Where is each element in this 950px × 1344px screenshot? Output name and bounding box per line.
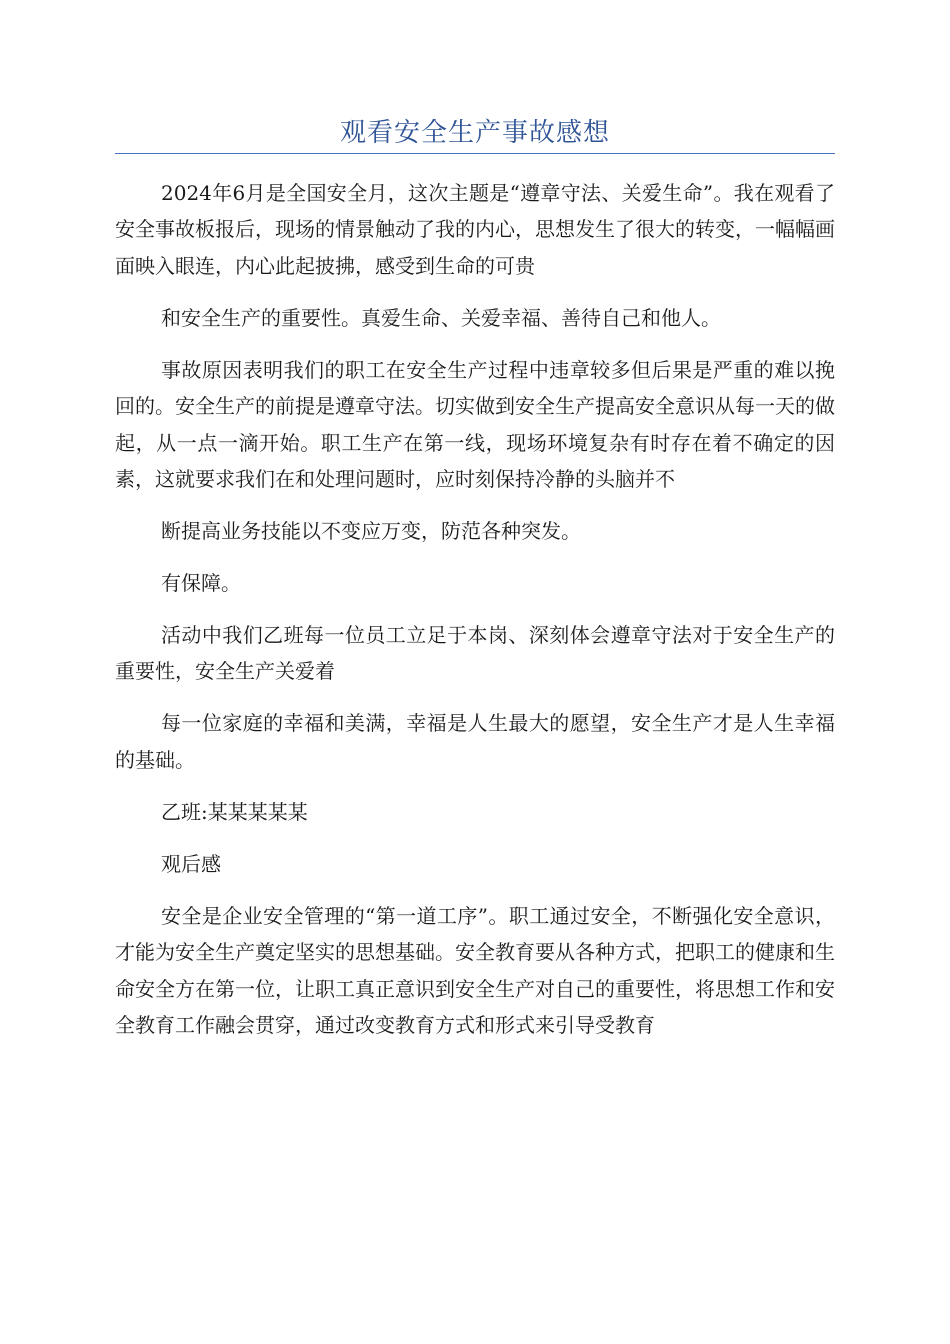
document-title: 观看安全生产事故感想	[339, 118, 610, 148]
paragraph-safety-month: 2024年6月是全国安全月，这次主题是“遵章守法、关爱生命”。我在观看了安全事故板报后，现场的情景触动了我的内心，思想发生了很大的转变，一幅幅画面映入眼连，内心此起披拂，感受到生命的可贵	[115, 181, 835, 278]
paragraph-accident-causes: 事故原因表明我们的职工在安全生产过程中违章较多但后果是严重的难以挽回的。安全生产的前提是遵章守法。切实做到安全生产提高安全意识从每一天的做起，从一点一滴开始。职工生产在第一线，现场环境复杂有时存在着不确定的因素，这就要求我们在和处理问题时，应时刻保持冷静的头脑并不	[115, 357, 835, 492]
document-body	[115, 175, 835, 1059]
paragraph-activity: 活动中我们乙班每一位员工立足于本岗、深刻体会遵章守法对于安全生产的重要性，安全生产关爱着	[115, 623, 835, 684]
paragraph-family-happiness: 每一位家庭的幸福和美满，幸福是人生最大的愿望，安全生产才是人生幸福的基础。	[115, 711, 835, 772]
paragraph-first-process: 安全是企业安全管理的“第一道工序”。职工通过安全，不断强化安全意识，才能为安全生产奠定坚实的思想基础。安全教育要从各种方式，把职工的健康和生命安全方在第一位，让职工真正意识到安全生产对自己的重要性，将思想工作和安全教育工作融会贯穿，通过改变教育方式和形式来引导受教育	[115, 903, 835, 1038]
paragraph-skills: 断提高业务技能以不变应万变，防范各种突发。	[161, 519, 581, 544]
title-underline	[115, 153, 835, 154]
paragraph-importance: 和安全生产的重要性。真爱生命、关爱幸福、善待自己和他人。	[161, 305, 721, 330]
paragraph-subheading: 观后感	[161, 851, 221, 876]
paragraph-signature: 乙班:某某某某某	[161, 799, 308, 824]
paragraph-guarantee: 有保障。	[161, 571, 241, 596]
